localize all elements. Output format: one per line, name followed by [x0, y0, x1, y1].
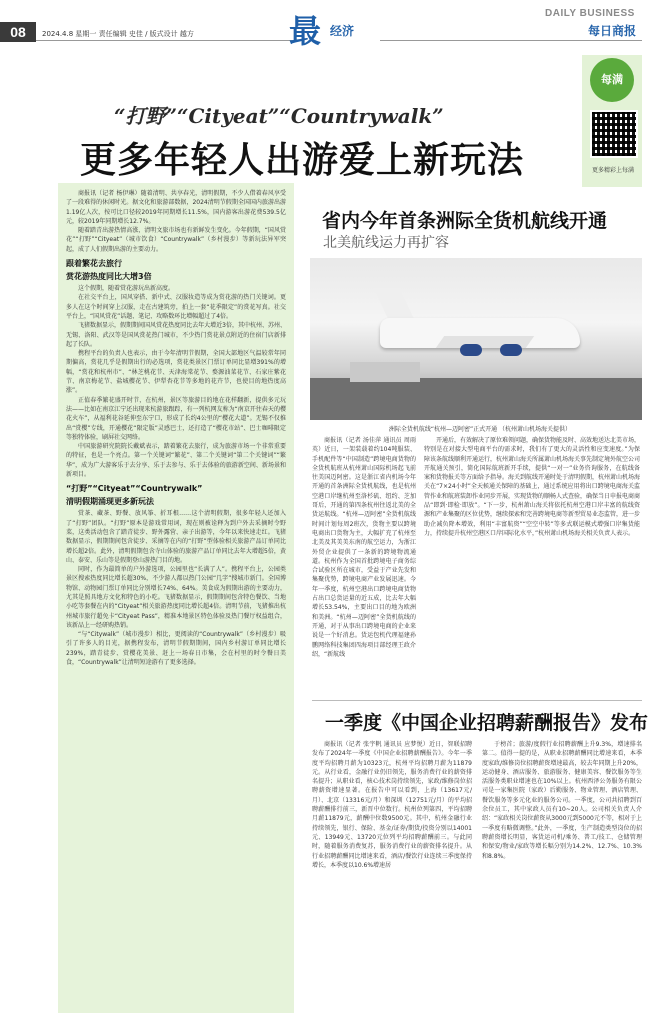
story1-subhead: 赏花游热度同比大增3倍 — [66, 272, 152, 282]
story3-column-b — [482, 740, 642, 861]
story1-para: 正值春季繁花盛开时节，在杭州，景区等旅游目的地在花样翻新，提供多元玩法——比如在南京江宁还出现来杭游旅跟踪，有一列杭网友称为“南京开往春天的樱花火车”，从福利花谷延伸至东宁口，形成了长约4公里的“樱花大道”。无锡不仅推出“赏樱”专线，开通樱花“限定版”灵感巴士，还打造了“樱花市站”、巴士咖啡限定等独特体验，刷屏社交网络。 — [66, 396, 286, 441]
qr-caption: 更多精彩上每满 — [591, 167, 634, 174]
story2-column-a — [312, 436, 416, 659]
story2-para: 开通后，有效解决了原位难领问题，确保货物能及时、高效地送达北美市场，特别是在对接大型电商平台的需求时，我们有了更大的灵活性和应变速度。”为保障该条航线顺利开通运行，杭州萧山海关所属萧山机场海关事先制定境外航空公司开航通关预引，简化国际航班新开手续，提供“一对一”业务咨询服务，在航线备案和货物报关等方面给予指导。海关到航线开通时处于清明假期，杭州萧山机场海关在“7×24小时”全天候通关保障的基础上，通过系统应用将出口跨境电商海关监管作业和航班装卸作业同步开展，实现货物的顺畅人式查验，确保当日申报电商商品“即到·即检·即放”。“下一步，杭州萧山海关将依托杭州空港口岸丰富的航线资源和产业集聚的区位优势，继续探索和完善跨境电商等新型贸易业态监管，进一步助企减负降本增效，利用“丰富航资”“空空中转”等多式联运模式增强口岸集货能力，持续提升杭州空港区口岸国际化水平，”杭州萧山机场海关相关负责人表示。 — [424, 437, 641, 537]
story1-para: 这个假期，随着赏花游玩出新高度。 — [78, 285, 175, 293]
dateline: 2024.4.8 星期一 责任编辑 史佳 / 版式设计 越方 — [42, 30, 194, 38]
story1-subhead: 跟着繁花去旅行 — [66, 259, 122, 269]
story1-para: 随着踏青出游热情高涨，清明文旅市场也有新鲜发生变化。今年假期，“国风赏花”“打野”“Cityeat”（城市饮食）“Countrywalk”（乡村漫步）等新玩法异军突起，成了人们假期出游的主要动力。 — [66, 227, 286, 253]
section-title: 经济 — [330, 24, 355, 38]
story1-para: 飞猪数据显示，假期期间国风赏花热度同比去年大增近3倍，其中杭州、苏州、无锡、洛阳、武汉等是国风赏花热门城市，不少热门赏花景点附近的住宿门店新排起了长队。 — [66, 322, 286, 348]
story1-para: 同时，作为最简单的户外游选项，公园里也“长满了人”。携程平台上，公园类景区搜索热度同比增长超30%，不少游人都以热门公园“几字”搜城市新门。全国博物馆、动物园门票订单同比分别增长74%、64%。美食成为假期出游的主要动力，尤其是照具地方文化和特色的小吃。飞猪数据显示，假期期间包含特色餐饮、当地小吃等套餐在内的“Cityeat”相关旅游热度同比增长超4倍。清明节前，飞猪推出杭州城市旅行超免卡“Cityeat Pass”，精准本地景区特色体验及热门餐厅权益组合，该新品上一经研购热销。 — [66, 566, 286, 629]
story2-headline: 省内今年首条洲际全货机航线开通 — [322, 210, 608, 232]
brand-cn: 每日商报 — [588, 24, 637, 38]
header-rule-left — [36, 40, 298, 41]
plane-engine — [460, 344, 482, 356]
story2-subhead: 北美航线运力再扩容 — [323, 235, 449, 251]
story-divider — [312, 700, 642, 701]
story3-para: 商报讯（记者 张宇帆 通讯员 应梦悦）近日，智联招聘发布了2024年一季度《中国企业招聘薪酬报告》。今年一季度平均招聘月薪为10323元，杭州平均招聘月薪为11879元。从行业看，金融行业仍旧领先，服务消费行业的薪资排名提升；从职业看，核心技术岗持续领先，家政/维修岗位招聘薪资增速显著。在报告中可以看到，上海（13617元/月）、北京（13316元/月）和深圳（12751元/月）的平均招聘薪酬排行前三，新晋中位数行。杭州位列第四，平均招聘月薪11879元，薪酬中位数9500元。其中，杭州金融行业持续领先，银行、保险、基金/证券/期货/投资分别以14001元、13949元、13720元位列平均招聘薪酬前三。与此同时，随着服务消费复苏，服务消费行业的薪资排名提升。从行业招聘薪酬同比增速来看，酒店/餐饮行业连续三季度保持增长，本季度以10.6%增速居 — [312, 741, 472, 869]
app-logo: 每满 — [590, 58, 634, 102]
page-number: 08 — [0, 22, 36, 42]
story2-para: 商报讯（记者 汤佳萍 通讯员 周雨英）近日，一架装载着约104吨服装、手机配件等“中国制造”跨境电商货物的全货机航班从杭州萧山国际机场起飞前往美国迈阿密。这是浙江省内机场今年开通的首条洲际全货机航线，也是杭州空港口岸继杭州至洛杉矶、纽约、芝加哥后，开通的第四条杭州往返北美的全货运航线。“杭州—迈阿密”全货机航线时间计划每周2班次，货物主要以跨境电商出口货物为主，大幅扩充了杭州至北美及其美美东南的航空运力，为浙江外贸企业提供了一条新的跨境物流通道。杭州作为全国首批跨境电子商务综合试验区所在城市，受益于产业先发和集聚优势，跨境电商产业发展迅速。今年一季度，杭州空港出口跨境电商货物占出口总货运量的近五成，比去年大幅增长53.54%，主要出口目的地为欧洲和美洲。“杭州—迈阿密”全货机航线的开通，对于从事出口跨境电商的企业来说是一个好消息。货运包机代理福建孙鹏网络科技集团四海项目部经理王政介绍，“新航线 — [312, 437, 416, 658]
story3-para: 于榜首；旅游/度假行业招聘薪酬上升9.3%，增速排名第二。值得一提的是，从职业招聘薪酬同比增速来看，本季度家政/维修岗位招聘薪资增速最高，较去年同期上升20%，运动健身、酒店服务、旅游服务、健康美容、餐饮服务等生活服务类职业增速也在10%以上。杭州西泽公务服务有限公司是一家集医院（家政）后勤服务、物业管理、酒店管理、餐饮服务等多元化业的服务公司。一季度，公司共招聘到百余位员工，其中家政人员有10~20人。公司相关负责人介绍：“家政相关岗位薪资从3000元到5000元不等，相对于上一季度有略微调整。”此外，一季度，生产制造类型岗位的招聘薪资增长明显，客货运司机/乘务、普工/技工、仓储管理和保安/物业/家政等增长幅分别为14.2%、12.7%、10.3%和8.8%。 — [482, 741, 642, 860]
story1-para: 携程平台的负责人也表示，由于今年清明节假期，全国大部地区气温较常年同期偏高，赏花几乎是假期出行的必选项，赏花类景区门票订单同比显增391%的增幅，“赏花和杭州市”、“林芝桃花节、天津海棠花节、婺源油菜花节、石家庄紫花节、南京梅花节、盐城樱花节、伊犁杏花节等多地的花卉节，也使目的地热度高涨”。 — [66, 350, 286, 395]
story1-para: 赏茶、藏茶、野餐、放风筝、折耳根……这个清明假期，很多年轻人还加入了“打野”团队。“打野”原本是游戏常用词，现在则被诠释为到户外去采摘时令野菜，这类活动包含了踏青徒步、野外露营、亲子出游等，今年以来快速走红。飞猪数据显示，假期期间包含徒步、采摘等在内的“打野”型体验相关旅游产品订单同比增长超2倍。此外，清明假期包含寺山体验的旅游产品订单同比去年大增超5倍，黄山、泰安、乐山等是假期登山游热门目的地。 — [66, 510, 286, 564]
brand-en: DAILY BUSINESS — [545, 8, 635, 19]
apron — [310, 378, 642, 420]
story1-para: 在社交平台上，国风穿搭、新中式、汉服妆造等成为赏花游的热门关键词。更多人在这个时间穿上汉服，走在古建筑旁，拍上一套“花季限定”的赏花写真。社交平台上，“国风赏花”话题、笔记、攻略数环比增幅超过了4倍。 — [66, 294, 286, 320]
story1-column — [58, 183, 294, 1013]
story1-para: 商报讯（记者 杨伊琳）随着清明、共享春光，清明假期，不少人借着春风享受了一段难得的休闲时光。据文化和旅游部数据，2024清明节假期全国国内旅游出游1.19亿人次，按可比口径较2019年同期增长11.5%，国内游客出游花费539.5亿元，较2019年同期增长12.7%。 — [66, 190, 286, 225]
story1-subhead: 清明假期涌现更多新玩法 — [66, 497, 154, 507]
ground-vehicle — [350, 362, 420, 382]
qr-code-icon[interactable] — [590, 110, 638, 158]
header-rule-right — [380, 40, 642, 41]
story1-para: 中国旅游研究院院长戴斌表示，踏着繁花去旅行，成为旅游市场一个非常重要的特征，也是一个亮点。第一个关键词“繁花”、第二个关键词“第二个关键词”“繁华”，成为广大游客乐于去分享、乐于去参与、乐于去体验的旅游新空间、新场景和新项目。 — [66, 443, 286, 479]
story1-subhead: “打野”“Cityeat”“Countrywalk” — [66, 484, 203, 494]
story1-para: “与“Citywalk”（城市漫步）相比，更阅读的“Countrywalk”（乡村漫步）吸引了许多人的目光，据携程发布，清明节假期期间，国内乡村游订单同比增长239%，踏青徒步、赏樱花美景、赶上一场春日市集，会在村里的时令餐日美食，“Countrywalk”让清明短途游有了更多选择。 — [66, 631, 286, 667]
cargo-plane-photo — [310, 258, 642, 420]
story1-headline: 更多年轻人出游爱上新玩法 — [80, 140, 525, 181]
photo-caption: 洲际全货机航线“杭州—迈阿密”正式开通 （杭州萧山机场海关提供） — [388, 426, 572, 433]
story3-headline: 一季度《中国企业招聘薪酬报告》发布 — [325, 712, 649, 734]
section-mark: 最 — [289, 12, 322, 50]
story3-column-a — [312, 740, 472, 870]
plane-engine — [500, 344, 522, 356]
story1-kicker: “打野”“Cityeat”“Countrywalk” — [114, 104, 444, 128]
story2-column-b — [424, 436, 640, 538]
